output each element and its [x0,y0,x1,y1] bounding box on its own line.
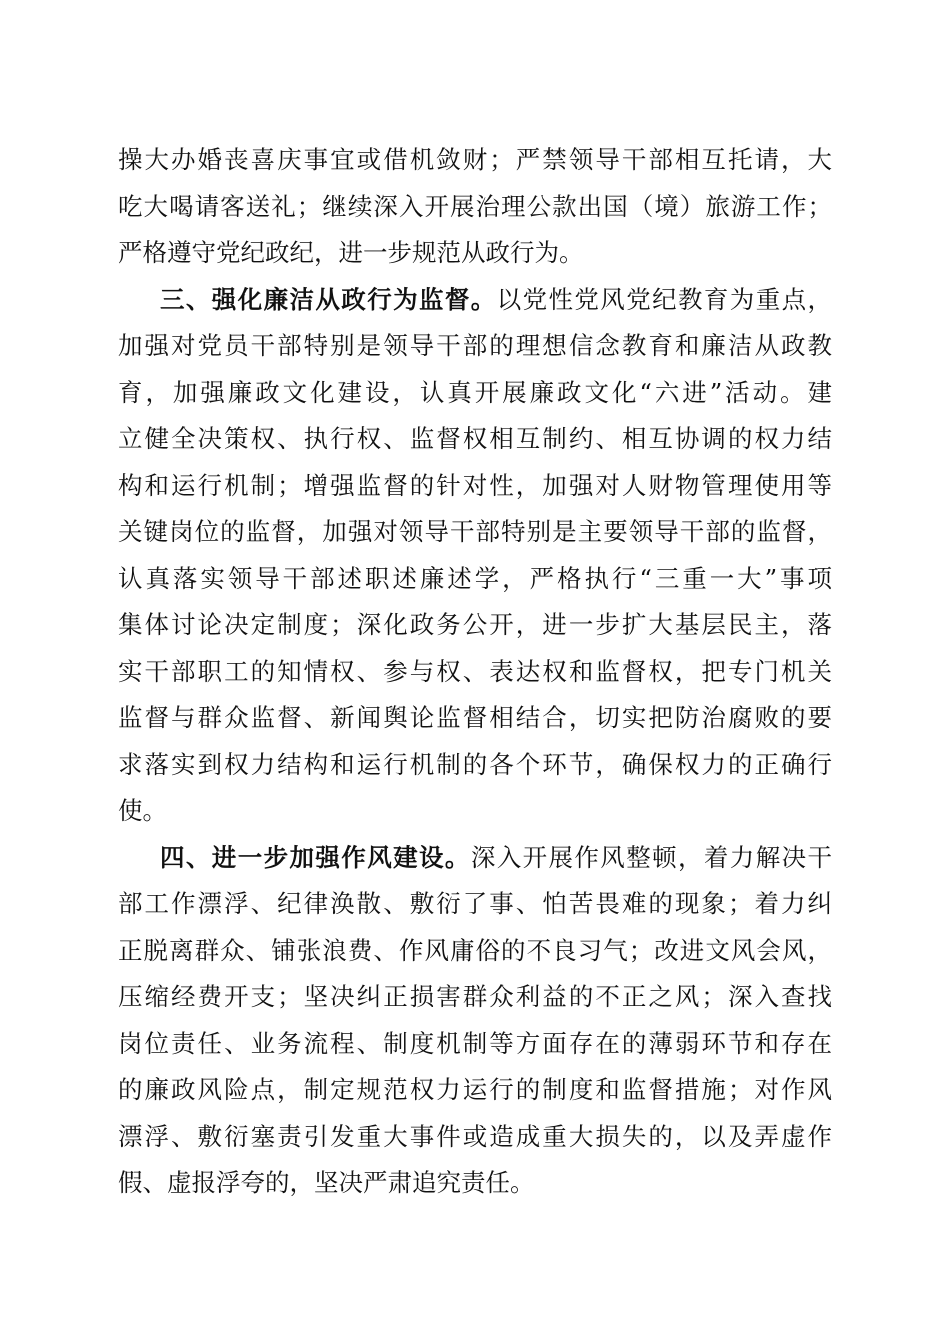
section-4-first-line-rest: 深入开展作风整顿，着力解决干 [470,843,832,872]
paragraph-line: 集体讨论决定制度；深化政务公开，进一步扩大基层民主，落 [118,610,832,639]
paragraph-line: 育，加强廉政文化建设，认真开展廉政文化“六进”活动。建 [118,378,832,407]
paragraph-line: 构和运行机制；增强监督的针对性，加强对人财物管理使用等 [118,471,832,500]
paragraph-line: 假、虚报浮夸的，坚决严肃追究责任。 [118,1168,535,1197]
paragraph-line: 部工作漂浮、纪律涣散、敷衍了事、怕苦畏难的现象；着力纠 [118,889,832,918]
paragraph-line: 使。 [118,796,167,825]
paragraph-line: 实干部职工的知情权、参与权、表达权和监督权，把专门机关 [118,657,832,686]
section-3-first-line-rest: 以党性党风党纪教育为重点， [496,285,832,314]
paragraph-line: 岗位责任、业务流程、制度机制等方面存在的薄弱环节和存在 [118,1029,832,1058]
section-4-first-line [160,838,832,878]
section-3-first-line [160,280,832,320]
paragraph-line: 吃大喝请客送礼；继续深入开展治理公款出国（境）旅游工作； [118,192,832,221]
paragraph-line: 认真落实领导干部述职述廉述学，严格执行“三重一大”事项 [118,564,832,593]
paragraph-line: 立健全决策权、执行权、监督权相互制约、相互协调的权力结 [118,424,832,453]
paragraph-line: 监督与群众监督、新闻舆论监督相结合，切实把防治腐败的要 [118,703,832,732]
paragraph-line: 的廉政风险点，制定规范权力运行的制度和监督措施；对作风 [118,1075,832,1104]
paragraph-line: 操大办婚丧喜庆事宜或借机敛财；严禁领导干部相互托请，大 [118,145,832,174]
paragraph-line: 正脱离群众、铺张浪费、作风庸俗的不良习气；改进文风会风， [118,936,832,965]
paragraph-line: 压缩经费开支；坚决纠正损害群众利益的不正之风；深入查找 [118,982,832,1011]
paragraph-line: 求落实到权力结构和运行机制的各个环节，确保权力的正确行 [118,750,832,779]
section-3-heading: 三、强化廉洁从政行为监督。 [160,285,497,314]
section-4-heading: 四、进一步加强作风建设。 [160,843,471,872]
paragraph-line: 严格遵守党纪政纪，进一步规范从政行为。 [118,238,584,267]
paragraph-line: 关键岗位的监督，加强对领导干部特别是主要领导干部的监督， [118,517,832,546]
paragraph-line: 加强对党员干部特别是领导干部的理想信念教育和廉洁从政教 [118,331,832,360]
paragraph-line: 漂浮、敷衍塞责引发重大事件或造成重大损失的，以及弄虚作 [118,1122,832,1151]
